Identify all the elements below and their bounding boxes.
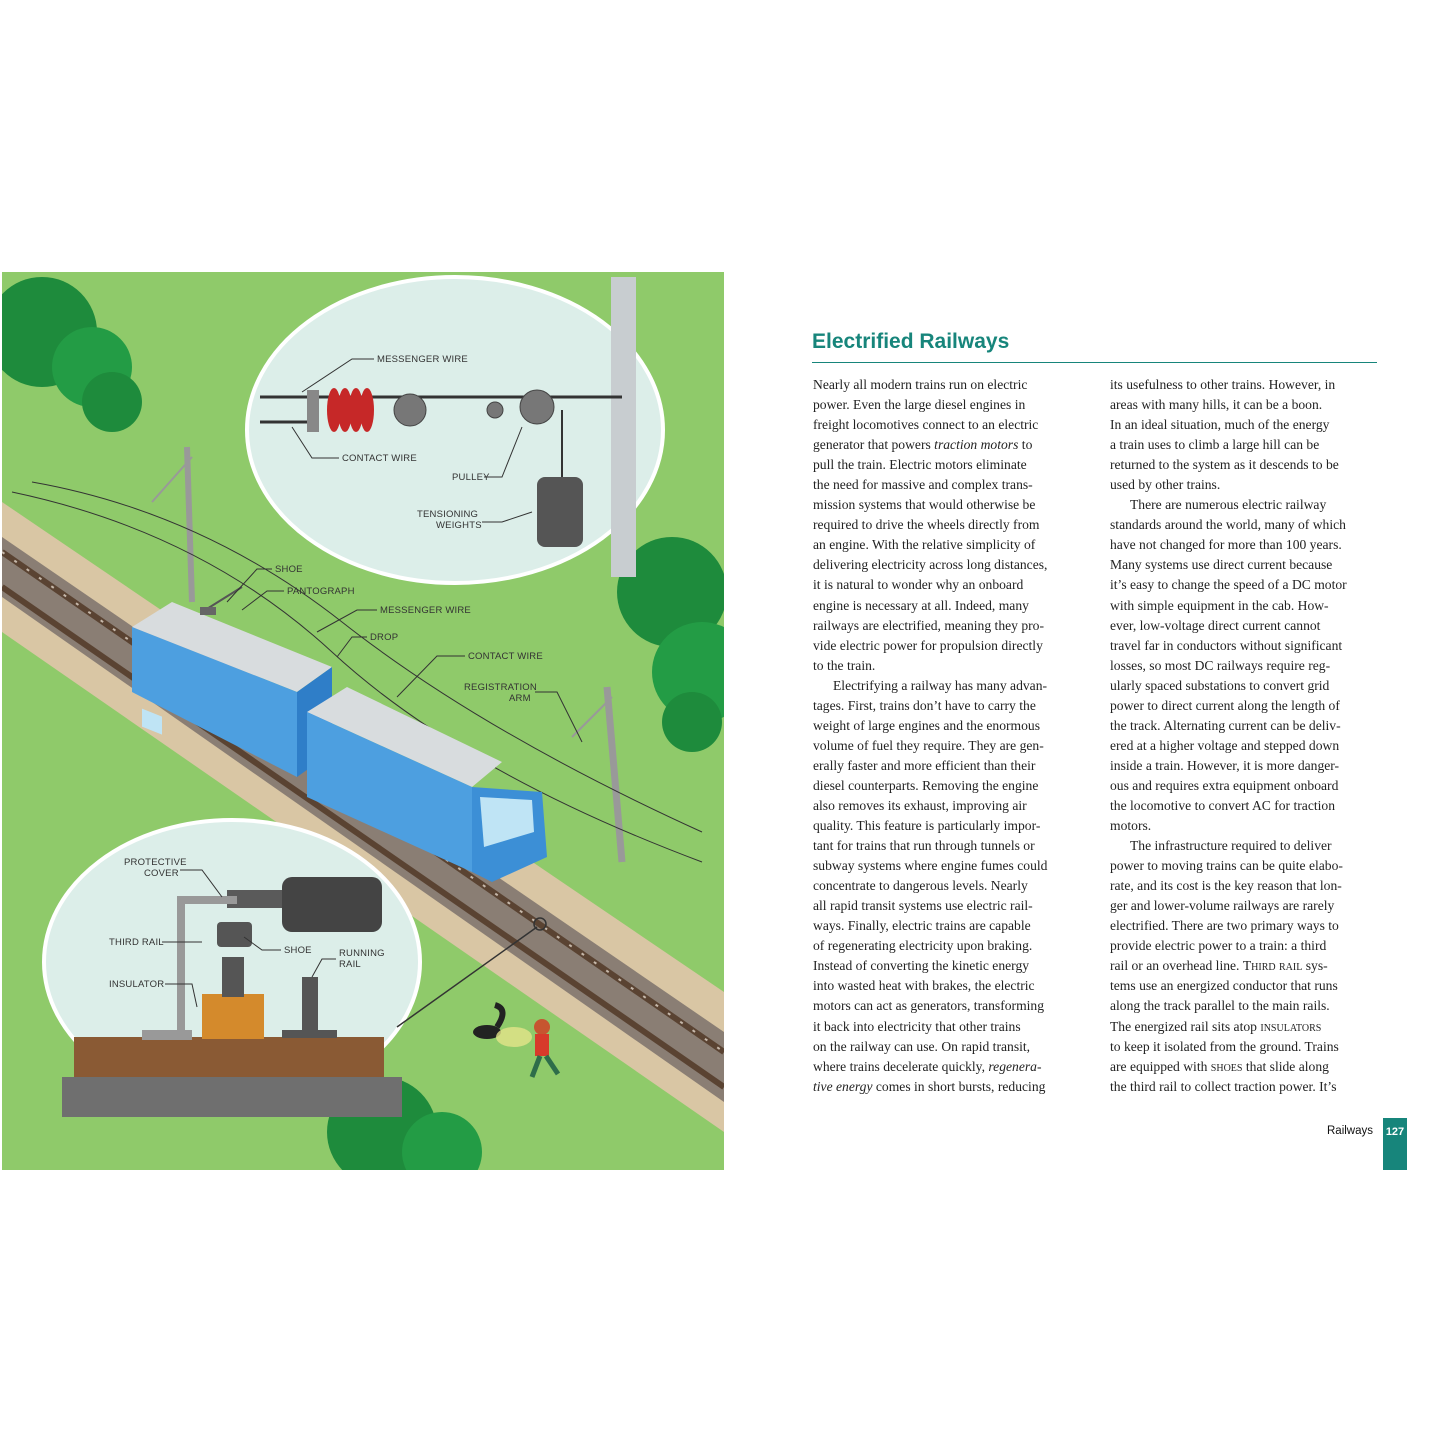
text-line: also removes its exhaust, improving air (813, 797, 1027, 813)
running-footer-section: Railways (1327, 1125, 1374, 1137)
text-line: ways. Finally, electric trains are capable (813, 918, 1031, 934)
text-line: engine is necessary at all. Indeed, many (813, 597, 1029, 613)
text-line: into wasted heat with brakes, the electric (813, 978, 1035, 994)
text-line: Nearly all modern trains run on electric (813, 377, 1028, 392)
page-number: 127 (1385, 1126, 1405, 1138)
section-title: Electrified Railways (812, 330, 1010, 353)
text-line: tems use an energized conductor that runs (1110, 978, 1338, 994)
text-line: the need for massive and complex trans- (813, 477, 1033, 493)
label-tensioning: TENSIONING (417, 509, 479, 520)
label-contact-wire: CONTACT WIRE (468, 651, 543, 662)
label-weights: WEIGHTS (436, 520, 482, 531)
text-line: Electrifying a railway has many advan- (833, 677, 1048, 693)
text-column-left (813, 375, 1080, 1097)
text-line: tant for trains that run through tunnels or (813, 838, 1035, 854)
text-line: used by other trains. (1110, 477, 1221, 493)
text-line: volume of fuel they require. They are gen- (813, 737, 1044, 753)
label-third-rail: THIRD RAIL (109, 937, 164, 948)
text-line: the track. Alternating current can be deliv- (1110, 717, 1341, 733)
text-line: ered at a higher voltage and stepped down (1110, 737, 1340, 753)
text-line: generator that powers traction motors to (813, 437, 1033, 453)
catenary-callout (247, 277, 663, 583)
text-line: losses, so most DC railways require reg- (1110, 657, 1331, 673)
text-line: standards around the world, many of which (1110, 517, 1346, 533)
text-line: rail or an overhead line. Third rail sys- (1110, 958, 1328, 974)
text-line: rate, and its cost is the key reason that lon- (1110, 878, 1342, 894)
text-line: have not changed for more than 100 years. (1110, 537, 1342, 553)
text-line: on the railway can use. On rapid transit, (813, 1038, 1031, 1054)
text-line: required to drive the wheels directly from (813, 517, 1040, 533)
text-line: concentrate to dangerous levels. Nearly (813, 878, 1028, 894)
text-line: are equipped with shoes that slide along (1110, 1058, 1329, 1074)
text-line: In an ideal situation, much of the energy (1110, 417, 1330, 433)
text-line: the third rail to collect traction power. It’s (1110, 1078, 1337, 1094)
catenary-mast (611, 277, 636, 577)
text-line: power to moving trains can be quite elabo- (1110, 858, 1343, 874)
text-line: Many systems use direct current because (1110, 557, 1333, 573)
text-line: The infrastructure required to deliver (1130, 838, 1332, 854)
label-protective: PROTECTIVE (124, 857, 187, 868)
label-contact-wire-top: CONTACT WIRE (342, 453, 417, 464)
text-line: ger and lower-volume railways are rarely (1110, 898, 1335, 914)
railway-illustration (2, 272, 724, 1170)
text-line: ularly spaced substations to convert grid (1110, 677, 1330, 693)
label-running: RUNNING (339, 948, 385, 959)
text-line: ous and requires extra equipment onboard (1110, 777, 1339, 793)
text-line: returned to the system as it descends to be (1110, 457, 1339, 473)
text-line: weight of large engines and the enormous (813, 717, 1041, 733)
text-line: to the train. (813, 657, 876, 673)
text-line: to keep it isolated from the ground. Trains (1110, 1038, 1339, 1054)
label-arm: ARM (509, 693, 531, 704)
text-line: power to direct current along the length of (1110, 697, 1340, 713)
text-line: of regenerating electricity upon braking. (813, 938, 1033, 954)
label-rail: RAIL (339, 959, 361, 970)
text-line: There are numerous electric railway (1130, 497, 1327, 513)
text-line: quality. This feature is particularly impor- (813, 818, 1041, 834)
text-line: motors can act as generators, transforming (813, 998, 1045, 1014)
page-number-tab (1383, 1118, 1407, 1170)
label-messenger-wire-top: MESSENGER WIRE (377, 354, 468, 365)
text-line: railways are electrified, meaning they pro- (813, 617, 1044, 633)
text-line: provide electric power to a train: a third (1110, 938, 1327, 954)
label-shoe-bottom: SHOE (284, 945, 312, 956)
text-line: tages. First, trains don’t have to carry the (813, 697, 1036, 713)
text-line: freight locomotives connect to an electric (813, 417, 1039, 433)
tensioning-weights (537, 477, 583, 547)
label-drop: DROP (370, 632, 399, 643)
text-line: Instead of converting the kinetic energy (813, 958, 1030, 974)
text-line: along the track parallel to the main rails. (1110, 998, 1330, 1014)
text-line: a train uses to climb a large hill can be (1110, 437, 1320, 453)
text-line: tive energy comes in short bursts, reducing (813, 1078, 1046, 1094)
text-line: with simple equipment in the cab. How- (1110, 597, 1329, 613)
text-line: an engine. With the relative simplicity of (813, 537, 1036, 553)
label-cover: COVER (144, 868, 179, 879)
label-pulley: PULLEY (452, 472, 490, 483)
label-insulator: INSULATOR (109, 979, 165, 990)
text-line: pull the train. Electric motors eliminate (813, 457, 1027, 473)
text-line: electrified. There are two primary ways to (1110, 918, 1339, 934)
text-line: areas with many hills, it can be a boon. (1110, 397, 1323, 413)
text-line: all rapid transit systems use electric rail- (813, 898, 1033, 914)
text-line: it’s easy to change the speed of a DC motor (1110, 577, 1347, 593)
label-pantograph: PANTOGRAPH (287, 586, 355, 597)
text-line: delivering electricity across long distances, (813, 557, 1048, 573)
text-line: ever, low-voltage direct current cannot (1110, 617, 1321, 633)
text-line: vide electric power for propulsion directly (813, 637, 1043, 653)
text-line: erally faster and more efficient than their (813, 757, 1036, 773)
text-line: power. Even the large diesel engines in (813, 397, 1026, 413)
text-line: motors. (1110, 818, 1152, 834)
text-column-right (1110, 375, 1378, 1097)
text-line: The energized rail sits atop insulators (1110, 1018, 1322, 1034)
text-line: the locomotive to convert AC for traction (1110, 797, 1335, 813)
label-shoe-top: SHOE (275, 564, 303, 575)
insulator-block (202, 994, 264, 1039)
label-messenger-wire: MESSENGER WIRE (380, 605, 471, 616)
text-line: it is natural to wonder why an onboard (813, 577, 1024, 593)
text-line: it back into electricity that other trains (813, 1018, 1021, 1034)
title-rule (812, 362, 1377, 363)
text-line: travel far in conductors without significant (1110, 637, 1343, 653)
text-line: subway systems where engine fumes could (813, 858, 1048, 874)
text-line: mission systems that would otherwise be (813, 497, 1036, 513)
text-line: diesel counterparts. Removing the engine (813, 777, 1039, 793)
label-registration: REGISTRATION (464, 682, 537, 693)
text-line: where trains decelerate quickly, regenera- (813, 1058, 1042, 1074)
text-line: inside a train. However, it is more danger- (1110, 757, 1340, 773)
text-line: its usefulness to other trains. However, in (1110, 377, 1336, 392)
